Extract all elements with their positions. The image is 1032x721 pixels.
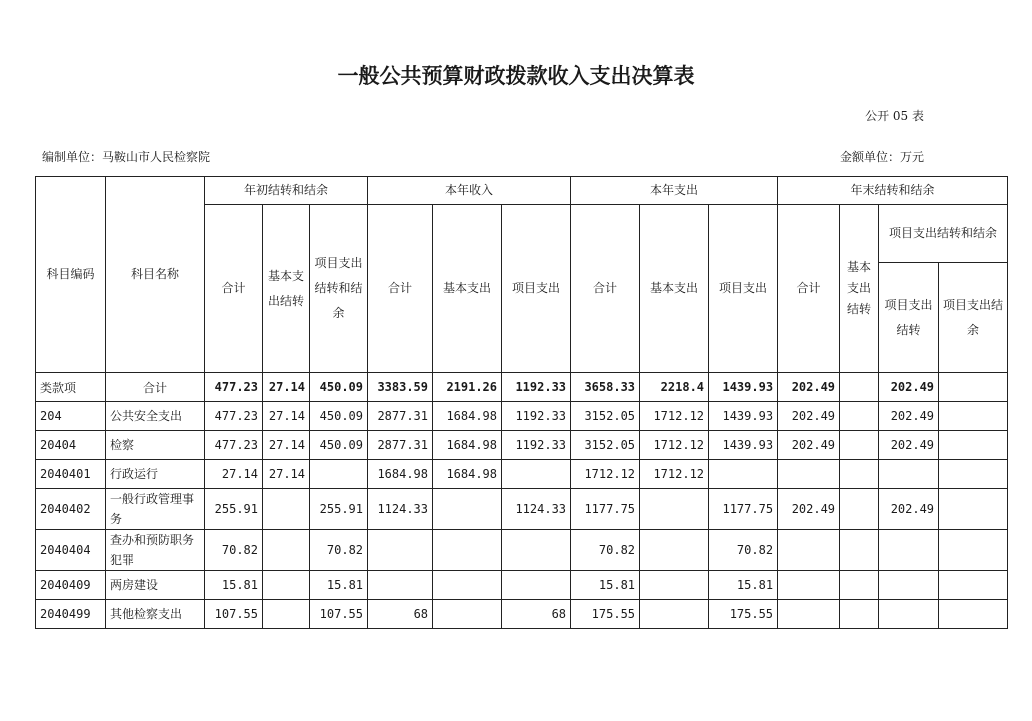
row-value: 70.82 [205, 530, 263, 571]
row-value: 1684.98 [368, 460, 433, 489]
row-value: 15.81 [205, 571, 263, 600]
row-value [939, 402, 1008, 431]
row-value: 175.55 [709, 600, 778, 629]
summary-value: 450.09 [310, 373, 368, 402]
row-code: 2040402 [36, 489, 106, 530]
row-value [502, 530, 571, 571]
row-value [840, 402, 879, 431]
row-value: 1177.75 [709, 489, 778, 530]
table-row [36, 489, 1008, 530]
row-value: 1439.93 [709, 431, 778, 460]
summary-value: 3658.33 [571, 373, 640, 402]
row-value: 255.91 [310, 489, 368, 530]
table-row [36, 460, 1008, 489]
row-code: 204 [36, 402, 106, 431]
row-value: 1192.33 [502, 402, 571, 431]
row-name: 两房建设 [106, 571, 205, 600]
header-end-basic-carry: 基本支出结转 [840, 205, 879, 373]
row-value: 68 [368, 600, 433, 629]
compiling-unit: 编制单位：马鞍山市人民检察院 [42, 150, 211, 164]
summary-value [840, 373, 879, 402]
row-value [879, 460, 939, 489]
row-value [939, 530, 1008, 571]
header-begin-total: 合计 [205, 205, 263, 373]
row-name: 检察 [106, 431, 205, 460]
summary-value: 1192.33 [502, 373, 571, 402]
header-group-begin: 年初结转和结余 [205, 177, 368, 205]
row-value [368, 530, 433, 571]
row-value: 450.09 [310, 402, 368, 431]
row-value [840, 460, 879, 489]
row-code: 2040401 [36, 460, 106, 489]
row-code: 2040404 [36, 530, 106, 571]
row-value [263, 530, 310, 571]
row-value [640, 571, 709, 600]
row-value: 1439.93 [709, 402, 778, 431]
row-code: 2040499 [36, 600, 106, 629]
summary-value [939, 373, 1008, 402]
header-group-expense: 本年支出 [571, 177, 778, 205]
row-value [939, 460, 1008, 489]
row-value [778, 571, 840, 600]
summary-value: 2218.4 [640, 373, 709, 402]
summary-row [36, 373, 1008, 402]
row-value: 3152.05 [571, 431, 640, 460]
row-value: 2877.31 [368, 431, 433, 460]
header-begin-proj-carry-balance: 项目支出结转和结余 [310, 205, 368, 373]
header-begin-basic-carry: 基本支出结转 [263, 205, 310, 373]
row-value: 1124.33 [368, 489, 433, 530]
row-value: 477.23 [205, 431, 263, 460]
row-name: 公共安全支出 [106, 402, 205, 431]
row-value: 1712.12 [640, 431, 709, 460]
row-value [263, 489, 310, 530]
row-value [939, 489, 1008, 530]
row-value [840, 600, 879, 629]
row-value: 1684.98 [433, 460, 502, 489]
row-value: 70.82 [571, 530, 640, 571]
row-value: 107.55 [310, 600, 368, 629]
row-value: 175.55 [571, 600, 640, 629]
row-value: 202.49 [778, 402, 840, 431]
header-code: 科目编码 [36, 177, 106, 373]
summary-value: 477.23 [205, 373, 263, 402]
row-value [840, 489, 879, 530]
header-name: 科目名称 [106, 177, 205, 373]
row-value [939, 431, 1008, 460]
row-value: 70.82 [310, 530, 368, 571]
row-value: 255.91 [205, 489, 263, 530]
header-end-proj-group: 项目支出结转和结余 [879, 205, 1008, 263]
summary-value: 27.14 [263, 373, 310, 402]
row-value: 107.55 [205, 600, 263, 629]
header-expense-project: 项目支出 [709, 205, 778, 373]
row-value [640, 530, 709, 571]
row-value [778, 460, 840, 489]
header-group-end: 年末结转和结余 [778, 177, 1008, 205]
row-value [502, 571, 571, 600]
row-name: 其他检察支出 [106, 600, 205, 629]
row-value: 1684.98 [433, 402, 502, 431]
amount-unit: 金额单位：万元 [839, 150, 924, 164]
row-value: 1712.12 [640, 402, 709, 431]
row-value [310, 460, 368, 489]
row-value: 27.14 [263, 460, 310, 489]
summary-name: 合计 [106, 373, 205, 402]
row-value: 15.81 [709, 571, 778, 600]
row-value [939, 571, 1008, 600]
row-value [263, 571, 310, 600]
row-value [640, 489, 709, 530]
row-value: 202.49 [879, 489, 939, 530]
row-value: 68 [502, 600, 571, 629]
header-group-income: 本年收入 [368, 177, 571, 205]
summary-value: 202.49 [879, 373, 939, 402]
row-value [840, 530, 879, 571]
summary-value: 1439.93 [709, 373, 778, 402]
row-value: 1684.98 [433, 431, 502, 460]
row-value: 477.23 [205, 402, 263, 431]
row-value: 450.09 [310, 431, 368, 460]
header-row-1 [36, 177, 1008, 205]
table-row [36, 530, 1008, 571]
form-number: 公开 05 表 [865, 109, 924, 123]
header-end-proj-carry: 项目支出结转 [879, 263, 939, 373]
row-value: 1712.12 [640, 460, 709, 489]
row-value [502, 460, 571, 489]
row-name: 一般行政管理事务 [106, 489, 205, 530]
row-value: 1192.33 [502, 431, 571, 460]
row-value [640, 600, 709, 629]
row-value: 1124.33 [502, 489, 571, 530]
row-value [778, 600, 840, 629]
row-value: 202.49 [778, 489, 840, 530]
summary-code: 类款项 [36, 373, 106, 402]
header-end-total: 合计 [778, 205, 840, 373]
row-value [433, 571, 502, 600]
row-value [778, 530, 840, 571]
header-expense-total: 合计 [571, 205, 640, 373]
row-code: 2040409 [36, 571, 106, 600]
row-value: 27.14 [263, 431, 310, 460]
header-income-project: 项目支出 [502, 205, 571, 373]
header-income-total: 合计 [368, 205, 433, 373]
table-row [36, 600, 1008, 629]
row-value [263, 600, 310, 629]
row-value [879, 571, 939, 600]
row-value: 1712.12 [571, 460, 640, 489]
row-value [709, 460, 778, 489]
row-value [840, 571, 879, 600]
header-end-proj-balance: 项目支出结余 [939, 263, 1008, 373]
row-value: 202.49 [879, 402, 939, 431]
row-value [433, 600, 502, 629]
row-value [939, 600, 1008, 629]
row-name: 查办和预防职务犯罪 [106, 530, 205, 571]
summary-value: 3383.59 [368, 373, 433, 402]
header-income-basic: 基本支出 [433, 205, 502, 373]
summary-value: 2191.26 [433, 373, 502, 402]
row-value [879, 530, 939, 571]
row-value: 15.81 [310, 571, 368, 600]
table-row [36, 571, 1008, 600]
row-value [368, 571, 433, 600]
table-row [36, 402, 1008, 431]
row-value: 202.49 [778, 431, 840, 460]
row-value [433, 489, 502, 530]
row-value: 15.81 [571, 571, 640, 600]
row-value: 27.14 [205, 460, 263, 489]
row-value: 1177.75 [571, 489, 640, 530]
table-row [36, 431, 1008, 460]
row-value [840, 431, 879, 460]
row-value: 202.49 [879, 431, 939, 460]
row-value: 3152.05 [571, 402, 640, 431]
budget-table [35, 176, 1008, 629]
page-title: 一般公共预算财政拨款收入支出决算表 [337, 64, 695, 88]
row-value [879, 600, 939, 629]
header-expense-basic: 基本支出 [640, 205, 709, 373]
row-code: 20404 [36, 431, 106, 460]
summary-value: 202.49 [778, 373, 840, 402]
row-value: 27.14 [263, 402, 310, 431]
row-value [433, 530, 502, 571]
row-name: 行政运行 [106, 460, 205, 489]
row-value: 2877.31 [368, 402, 433, 431]
row-value: 70.82 [709, 530, 778, 571]
